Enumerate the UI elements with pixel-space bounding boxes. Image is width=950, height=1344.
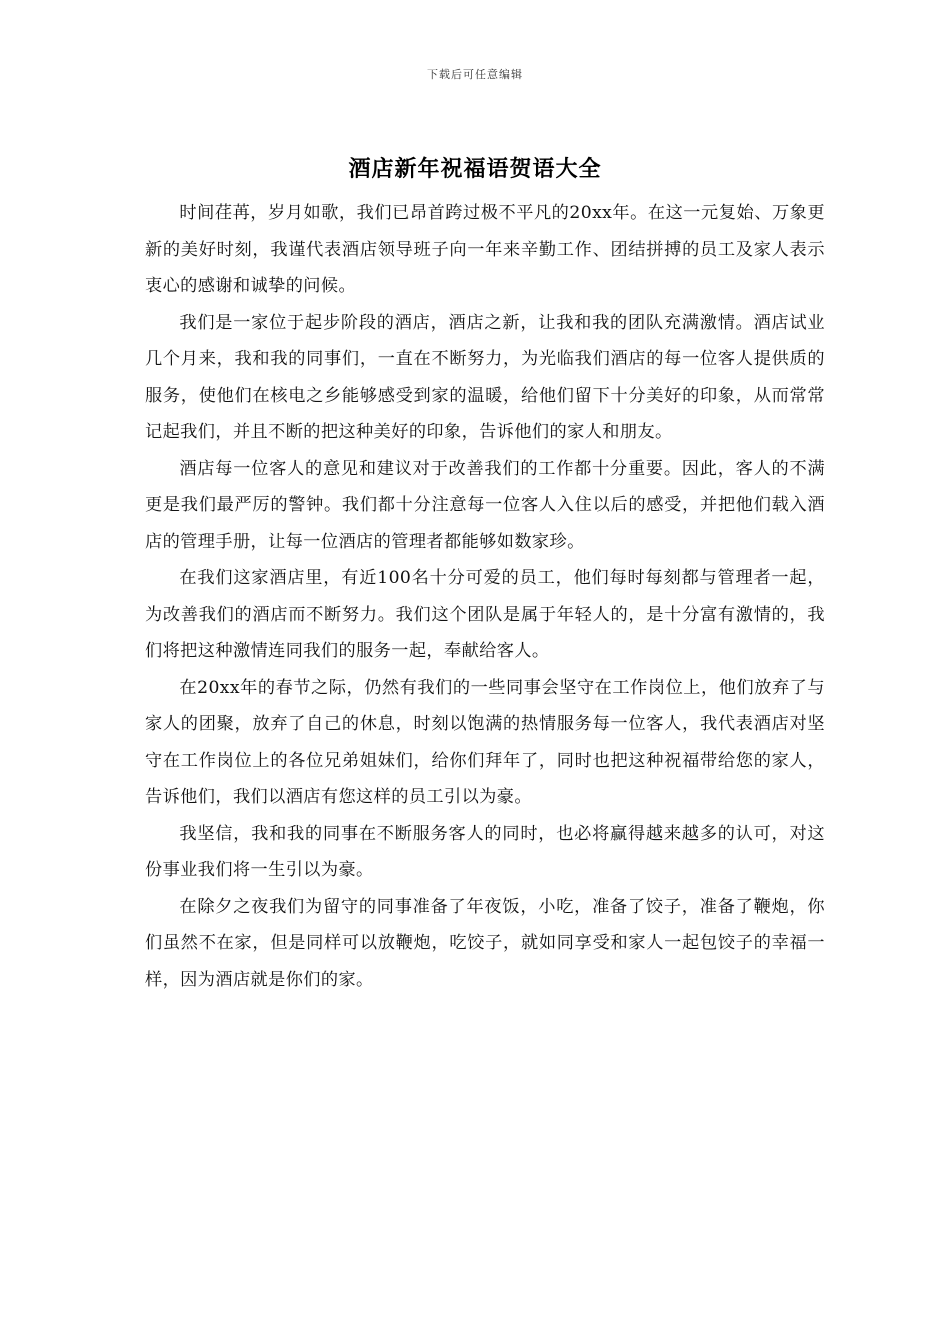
paragraph-5: 在20xx年的春节之际，仍然有我们的一些同事会坚守在工作岗位上，他们放弃了与家人的团聚，放弃了自己的休息，时刻以饱满的热情服务每一位客人，我代表酒店对坚守在工作岗位上的各位兄弟姐妹们，给你们拜年了，同时也把这种祝福带给您的家人，告诉他们，我们以酒店有您这样的员工引以为豪。 bbox=[145, 677, 825, 807]
paragraph-1: 时间荏苒，岁月如歌，我们已昂首跨过极不平凡的20xx年。在这一元复始、万象更新的美好时刻，我谨代表酒店领导班子向一年来辛勤工作、团结拼搏的员工及家人表示衷心的感谢和诚挚的问候。 bbox=[145, 203, 825, 296]
paragraph-4: 在我们这家酒店里，有近100名十分可爱的员工，他们每时每刻都与管理者一起，为改善我们的酒店而不断努力。我们这个团队是属于年轻人的，是十分富有激情的，我们将把这种激情连同我们的服务一起，奉献给客人。 bbox=[145, 568, 825, 661]
paragraph-6: 我坚信，我和我的同事在不断服务客人的同时，也必将赢得越来越多的认可，对这份事业我们将一生引以为豪。 bbox=[145, 823, 825, 880]
page-header-note: 下载后可任意编辑 bbox=[427, 68, 523, 81]
paragraph-2: 我们是一家位于起步阶段的酒店，酒店之新，让我和我的团队充满激情。酒店试业几个月来，我和我的同事们，一直在不断努力，为光临我们酒店的每一位客人提供质的服务，使他们在核电之乡能够感受到家的温暖，给他们留下十分美好的印象，从而常常记起我们，并且不断的把这种美好的印象，告诉他们的家人和朋友。 bbox=[145, 312, 825, 442]
document-title: 酒店新年祝福语贺语大全 bbox=[348, 156, 602, 182]
document-body bbox=[145, 195, 825, 998]
paragraph-7: 在除夕之夜我们为留守的同事准备了年夜饭，小吃，准备了饺子，准备了鞭炮，你们虽然不在家，但是同样可以放鞭炮，吃饺子，就如同享受和家人一起包饺子的幸福一样，因为酒店就是你们的家。 bbox=[145, 896, 825, 990]
paragraph-3: 酒店每一位客人的意见和建议对于改善我们的工作都十分重要。因此，客人的不满更是我们最严厉的警钟。我们都十分注意每一位客人入住以后的感受，并把他们载入酒店的管理手册，让每一位酒店的管理者都能够如数家珍。 bbox=[145, 458, 825, 552]
